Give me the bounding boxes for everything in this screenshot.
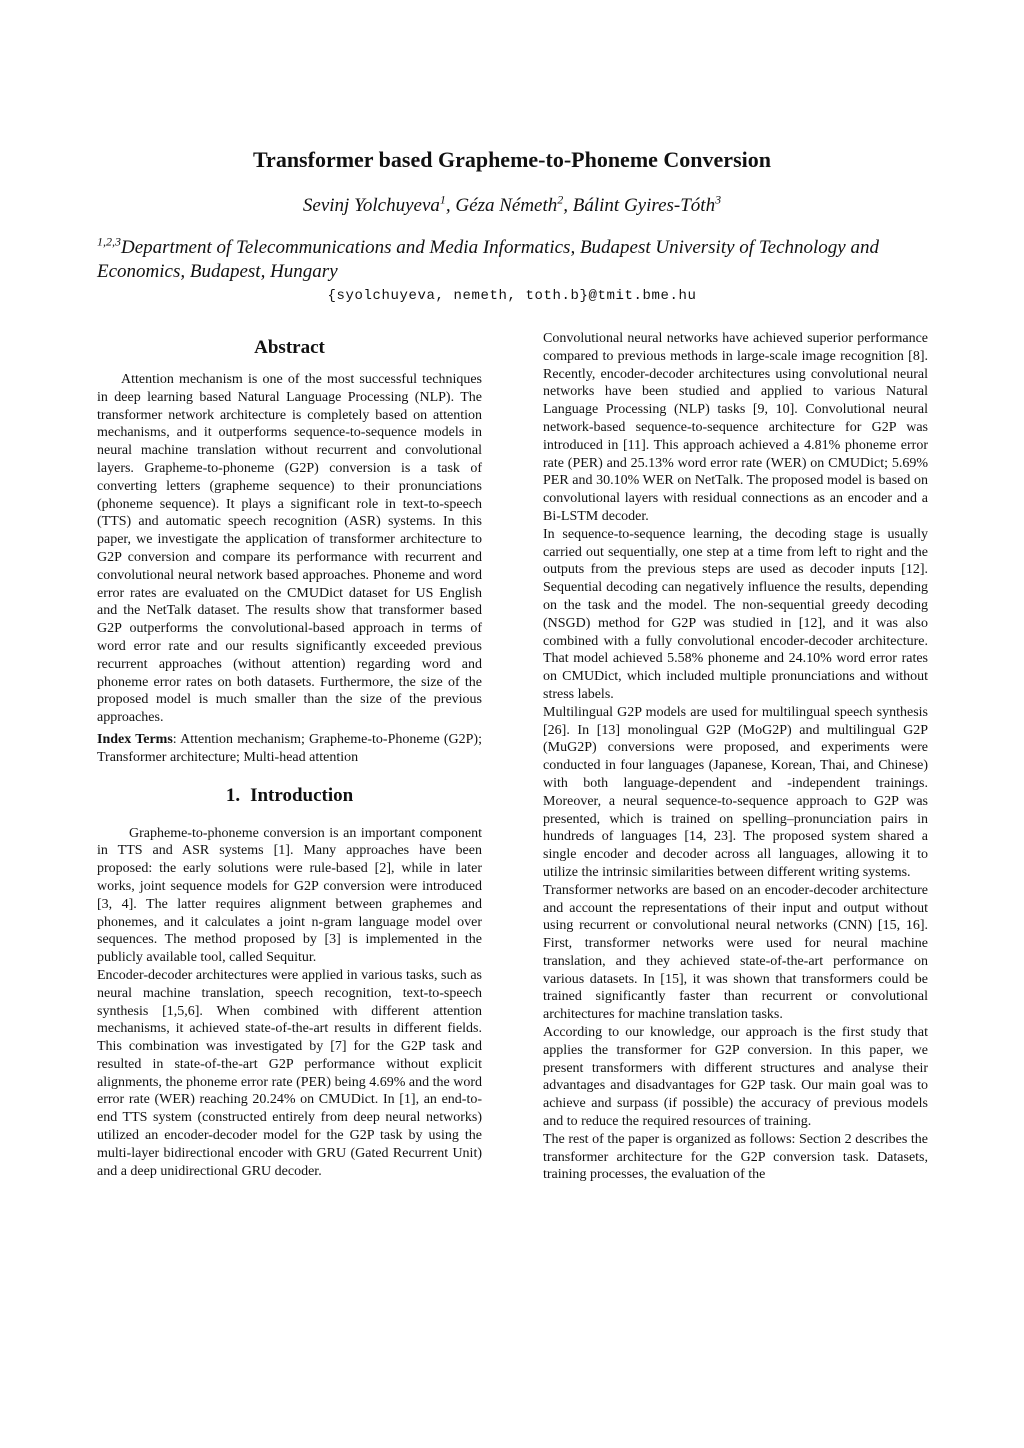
left-column — [97, 336, 482, 1180]
affiliation — [97, 236, 937, 284]
author-name: Géza Németh — [455, 195, 558, 216]
author-name: Bálint Gyires-Tóth — [572, 195, 716, 216]
affiliation-text: Department of Telecommunications and Media Informatics, Budapest University of Technology and Economics, Budapest, Hungary — [97, 237, 879, 282]
author-separator: , — [445, 195, 456, 216]
introduction-heading — [97, 784, 482, 808]
author-name: Sevinj Yolchuyeva — [302, 195, 440, 216]
section-title: Introduction — [250, 784, 354, 806]
intro-paragraph: Transformer networks are based on an encoder-decoder architecture and account the representations of their input and output without using recurrent or convolutional neural networks (CNN) [15, 16]. First, transformer networks were used for neural machine translation, and they achieved state-of-the-art performance on various datasets. In [15], it was shown that transformers could be trained significantly faster than recurrent or convolutional architectures for machine translation tasks. — [543, 882, 928, 1023]
intro-paragraph: According to our knowledge, our approach is the first study that applies the transformer for G2P conversion. In this paper, we present transformers with different structures and analyse their advantages and disadvantages for G2P task. Our main goal was to achieve and surpass (if possible) the accuracy of previous models and to reduce the required resources of training. — [543, 1025, 928, 1130]
author-affiliation-mark: 3 — [715, 192, 722, 207]
paper-title: Transformer based Grapheme-to-Phoneme Conversion — [253, 147, 771, 172]
author-affiliation-mark: 1 — [439, 192, 446, 207]
author-separator: , — [563, 195, 573, 216]
author-line — [0, 193, 1024, 219]
affiliation-mark: 1,2,3 — [97, 234, 121, 249]
intro-paragraph: Encoder-decoder architectures were applied in various tasks, such as neural machine translation, speech recognition, text-to-speech synthesis [1,5,6]. When combined with different attention mechanisms, it achieved state-of-the-art results in different fields. This combination was investigated by [7] for the G2P task and resulted in state-of-the-art G2P performance without explicit alignments, the phoneme error rate (PER) being 4.69% and the word error rate (WER) reaching 20.24% on CMUDict. In [1], an end-to-end TTS system (constructed entirely from deep neural networks) utilized an encoder-decoder model for the G2P task by using the multi-layer bidirectional encoder with GRU (Gated Recurrent Unit) and a deep unidirectional GRU decoder. — [97, 967, 482, 1179]
intro-paragraph: The rest of the paper is organized as follows: Section 2 describes the transformer architecture for the G2P conversion task. Datasets, training processes, the evaluation of the — [543, 1131, 928, 1183]
author-emails: {syolchuyeva, nemeth, toth.b}@tmit.bme.hu — [327, 288, 697, 304]
section-number: 1. — [225, 784, 241, 806]
intro-paragraph: Grapheme-to-phoneme conversion is an important component in TTS and ASR systems [1]. Many approaches have been proposed: the early solutions were rule-based [2], while in later works, joint sequence models for G2P conversion were introduced [3, 4]. The latter requires alignment between graphemes and phonemes, and it calculates a joint n-gram language model over sequences. The method proposed by [3] is implemented in the publicly available tool, called Sequitur. — [97, 825, 482, 966]
index-terms — [97, 731, 482, 767]
abstract-text: Attention mechanism is one of the most successful techniques in deep learning based Natural Language Processing (NLP). The transformer network architecture is completely based on attention mechanisms, and it outperforms sequence-to-sequence models in neural machine translation without recurrent and convolutional layers. Grapheme-to-phoneme (G2P) conversion is a task of converting letters (grapheme sequence) to their pronunciations (phoneme sequence). It plays a significant role in text-to-speech (TTS) and automatic speech recognition (ASR) systems. In this paper, we investigate the application of transformer architecture to G2P conversion and compare its performance with recurrent and convolutional neural network based approaches. Phoneme and word error rates are evaluated on the CMUDict dataset for US English and the NetTalk dataset. The results show that transformer based G2P outperforms the convolutional-based approach in terms of word error rate and our results significantly exceeded previous recurrent approaches (without attention) regarding word and phoneme error rates on both datasets. Furthermore, the size of the proposed model is much smaller than the size of the previous approaches. — [97, 372, 482, 726]
abstract-heading: Abstract — [254, 337, 325, 358]
intro-paragraph: Multilingual G2P models are used for multilingual speech synthesis [26]. In [13] monolingual G2P (MoG2P) and multilingual G2P (MuG2P) conversions were proposed, and experiments were conducted in four languages (Japanese, Korean, Thai, and Chinese) with both language-dependent and -independent trainings. Moreover, a neural sequence-to-sequence approach to G2P was presented, which is trained on spelling–pronunciation pairs in hundreds of languages [14, 23]. The proposed system shared a single encoder and decoder across all languages, allowing it to utilize the intrinsic similarities between different writing systems. — [543, 704, 928, 880]
index-terms-text: : Attention mechanism; Grapheme-to-Phoneme (G2P); Transformer architecture; Multi-head attention — [97, 731, 482, 765]
intro-paragraph: Convolutional neural networks have achieved superior performance compared to previous methods in large-scale image recognition [8]. Recently, encoder-decoder architectures using convolutional neural networks have been studied and applied to various Natural Language Processing (NLP) tasks [9, 10]. Convolutional neural network-based sequence-to-sequence architecture for G2P was introduced in [11]. This approach achieved a 4.81% phoneme error rate (PER) and 25.13% word error rate (WER) on CMUDict; 5.69% PER and 30.10% WER on NetTalk. The proposed model is based on convolutional layers with residual connections as an encoder and a Bi-LSTM decoder. — [543, 331, 928, 524]
index-terms-label: Index Terms — [97, 731, 173, 747]
intro-paragraph: In sequence-to-sequence learning, the decoding stage is usually carried out sequentially, one step at a time from left to right and the outputs from the previous steps are used as decoder inputs [12]. Sequential decoding can negatively influence the results, depending on the task and the model. The non-sequential greedy decoding (NSGD) method for G2P was studied in [12], and it was also combined with a fully convolutional encoder-decoder architecture. That model achieved 5.58% phoneme and 24.10% word error rates on CMUDict, which included multiple pronunciations and without stress labels. — [543, 526, 928, 702]
author-affiliation-mark: 2 — [557, 192, 564, 207]
right-column — [543, 330, 928, 1184]
